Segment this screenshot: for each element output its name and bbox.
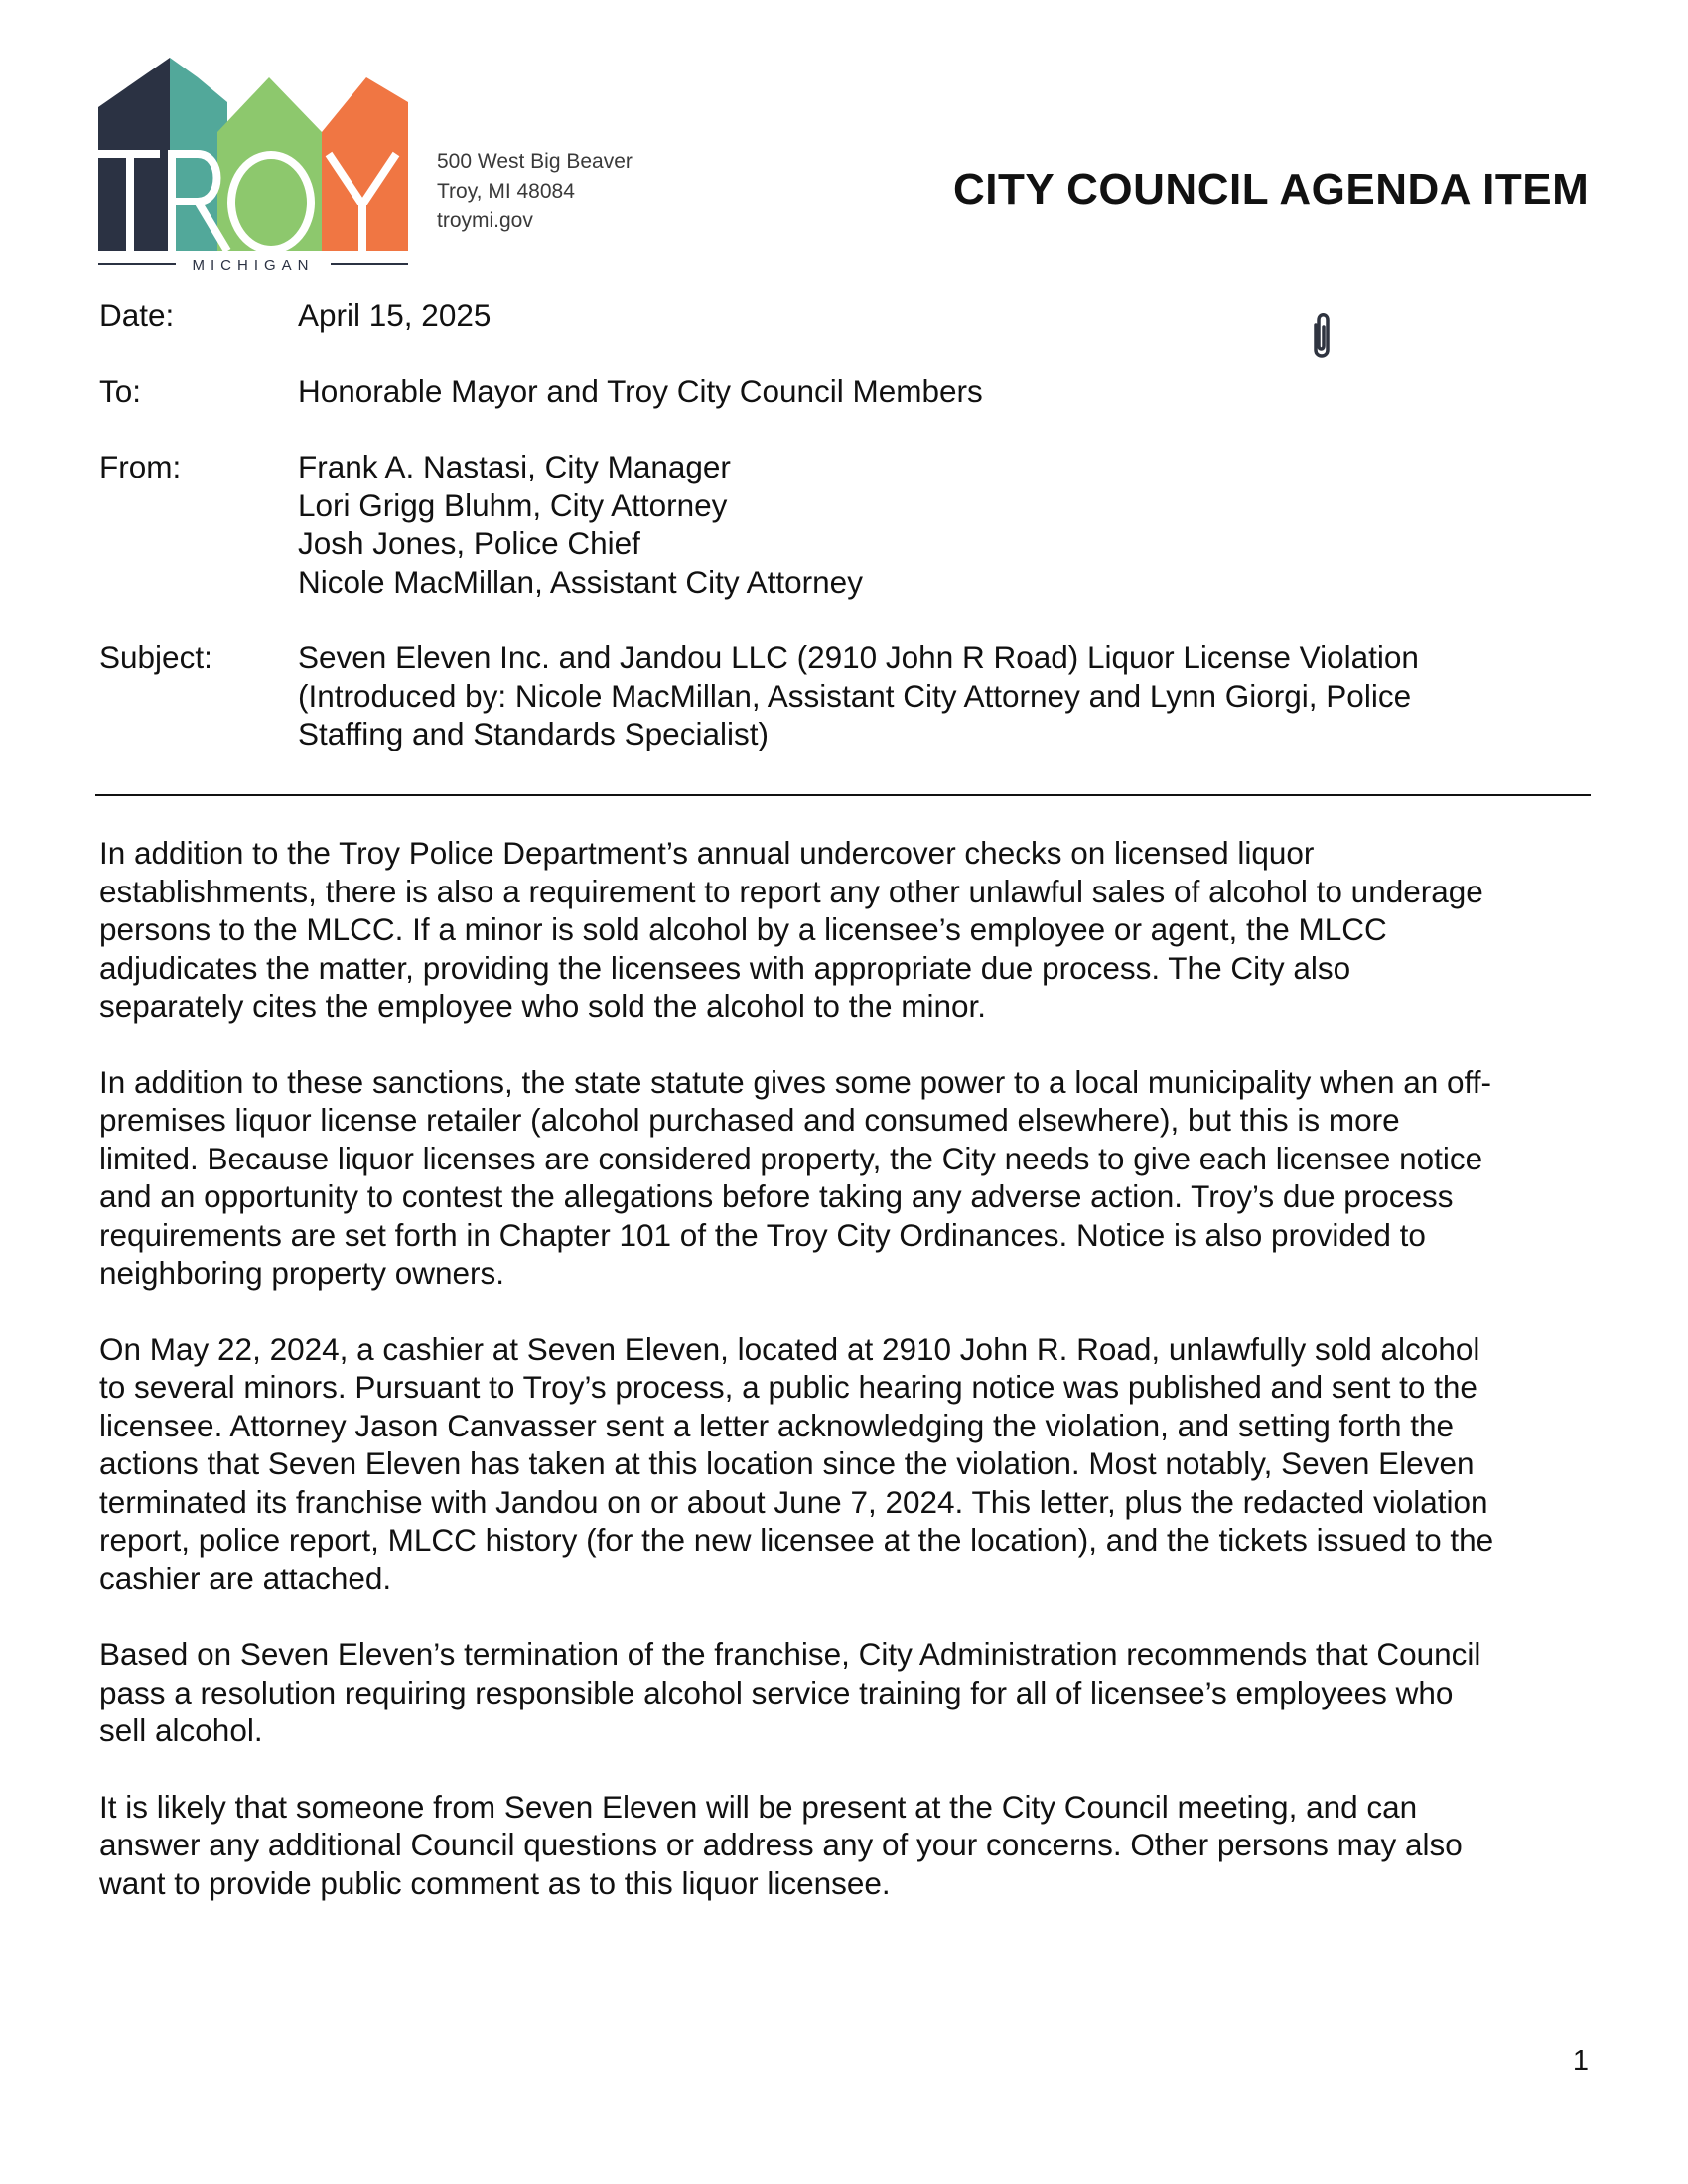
to-value: Honorable Mayor and Troy City Council Members — [298, 372, 983, 409]
paragraph-line: limited. Because liquor licenses are considered property, the City needs to give each licensee notice — [99, 1140, 1483, 1176]
body-paragraph — [99, 834, 1589, 1025]
paragraph-line: premises liquor license retailer (alcohol purchased and consumed elsewhere), but this is more — [99, 1102, 1400, 1138]
paragraph-line: cashier are attached. — [99, 1560, 392, 1596]
paragraph-line: On May 22, 2024, a cashier at Seven Eleven, located at 2910 John R. Road, unlawfully sold alcohol — [99, 1330, 1480, 1367]
date-value: April 15, 2025 — [298, 297, 492, 333]
troy-michigan-logo — [98, 58, 408, 270]
from-line: Nicole MacMillan, Assistant City Attorney — [298, 563, 863, 600]
paragraph-line: licensee. Attorney Jason Canvasser sent a letter acknowledging the violation, and setting forth the — [99, 1407, 1455, 1443]
address-city: Troy, MI 48084 — [437, 180, 575, 203]
address-website: troymi.gov — [437, 209, 533, 232]
from-value — [298, 448, 1589, 601]
paragraph-line: In addition to these sanctions, the state statute gives some power to a local municipality when an off- — [99, 1063, 1491, 1100]
body-paragraph — [99, 1330, 1589, 1598]
memo-to — [99, 372, 1589, 411]
date-label: Date: — [99, 297, 175, 333]
subject-line: Staffing and Standards Specialist) — [298, 716, 769, 751]
paragraph-line: establishments, there is also a requirement to report any other unlawful sales of alcohol to underage — [99, 873, 1483, 909]
header-divider — [95, 794, 1591, 796]
subject-line: Seven Eleven Inc. and Jandou LLC (2910 John R Road) Liquor License Violation — [298, 639, 1419, 675]
paragraph-line: report, police report, MLCC history (for the new licensee at the location), and the tickets issued to the — [99, 1522, 1494, 1558]
memo-date — [99, 296, 1589, 335]
paragraph-line: sell alcohol. — [99, 1712, 263, 1748]
paragraph-line: It is likely that someone from Seven Eleven will be present at the City Council meeting, and can — [99, 1788, 1418, 1825]
from-label: From: — [99, 449, 182, 484]
from-line: Frank A. Nastasi, City Manager — [298, 449, 731, 484]
memo-header — [99, 296, 1589, 791]
city-address — [437, 147, 695, 236]
paragraph-line: answer any additional Council questions or address any of your concerns. Other persons may also — [99, 1827, 1463, 1862]
page-number: 1 — [1572, 2045, 1589, 2077]
subject-line: (Introduced by: Nicole MacMillan, Assistant City Attorney and Lynn Giorgi, Police — [298, 677, 1412, 714]
body-paragraph — [99, 1063, 1589, 1293]
paragraph-line: persons to the MLCC. If a minor is sold alcohol by a licensee’s employee or agent, the MLCC — [99, 911, 1387, 947]
address-street: 500 West Big Beaver — [437, 150, 633, 173]
paragraph-line: Based on Seven Eleven’s termination of the franchise, City Administration recommends that Council — [99, 1636, 1481, 1672]
paragraph-line: adjudicates the matter, providing the licensees with appropriate due process. The City also — [99, 949, 1351, 986]
body-paragraph — [99, 1788, 1589, 1903]
paragraph-line: pass a resolution requiring responsible alcohol service training for all of licensee’s employees who — [99, 1674, 1454, 1710]
paragraph-line: In addition to the Troy Police Department’s annual undercover checks on licensed liquor — [99, 835, 1315, 871]
paragraph-line: requirements are set forth in Chapter 101 of the Troy City Ordinances. Notice is also provided to — [99, 1216, 1426, 1253]
subject-label: Subject: — [99, 639, 212, 675]
from-line: Josh Jones, Police Chief — [298, 525, 640, 561]
to-label: To: — [99, 372, 142, 409]
from-line: Lori Grigg Bluhm, City Attorney — [298, 486, 728, 523]
body-paragraph — [99, 1635, 1589, 1750]
page-title: CITY COUNCIL AGENDA ITEM — [953, 165, 1590, 213]
paragraph-line: actions that Seven Eleven has taken at this location since the violation. Most notably, Seven Eleven — [99, 1445, 1475, 1481]
subject-value — [298, 638, 1589, 753]
paragraph-line: terminated its franchise with Jandou on or about June 7, 2024. This letter, plus the redacted violation — [99, 1483, 1488, 1520]
paragraph-line: to several minors. Pursuant to Troy’s process, a public hearing notice was published and sent to the — [99, 1369, 1477, 1405]
memo-from — [99, 448, 1589, 601]
logo-subtitle: MICHIGAN — [192, 257, 315, 270]
memo-subject — [99, 638, 1589, 753]
paragraph-line: and an opportunity to contest the allegations before taking any adverse action. Troy’s due process — [99, 1178, 1454, 1214]
paragraph-line: neighboring property owners. — [99, 1255, 504, 1291]
paragraph-line: separately cites the employee who sold the alcohol to the minor. — [99, 988, 987, 1024]
paragraph-line: want to provide public comment as to this liquor licensee. — [99, 1864, 891, 1901]
memo-body — [99, 834, 1589, 1940]
